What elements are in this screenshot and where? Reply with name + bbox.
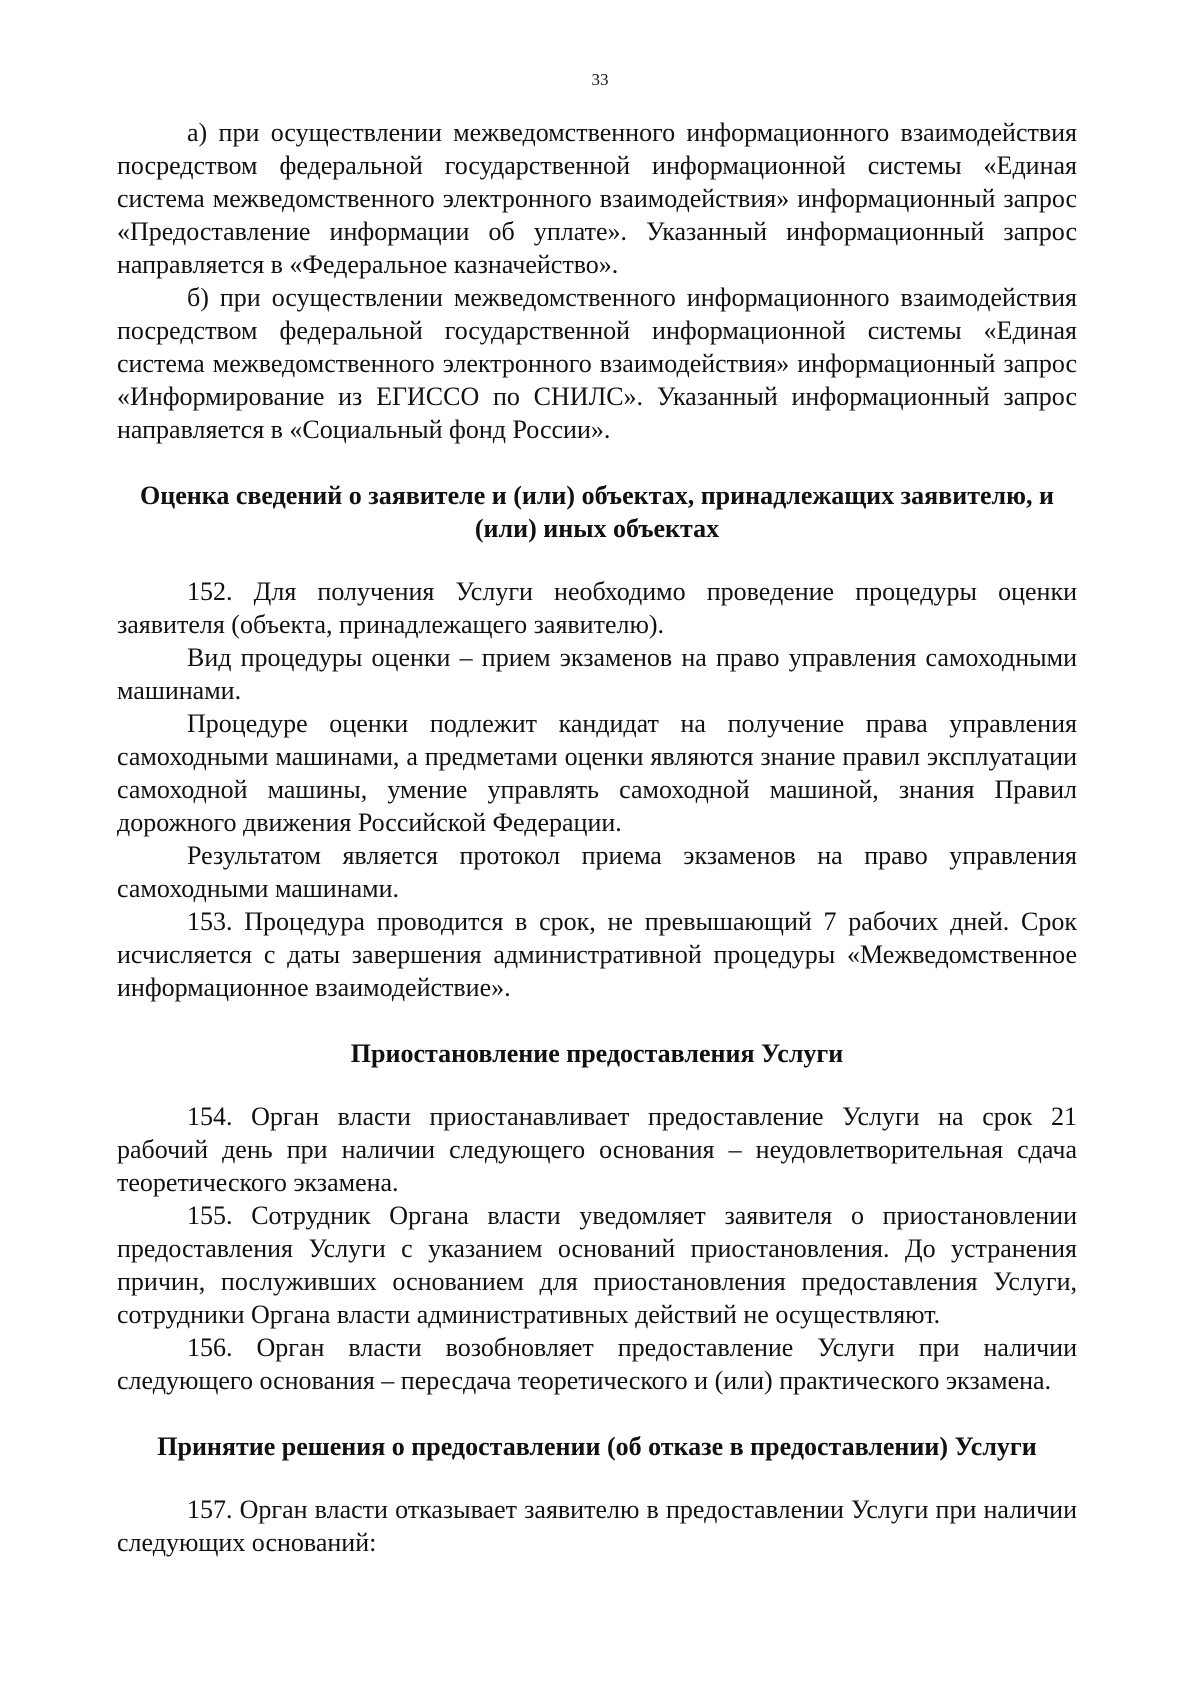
paragraph-154: 154. Орган власти приостанавливает предоставление Услуги на срок 21 рабочий день при наличии следующего основания – неудовлетворительная сдача теоретического экзамена. bbox=[117, 1102, 1077, 1197]
section-heading-suspension: Приостановление предоставления Услуги bbox=[350, 1039, 844, 1068]
paragraph-152: 152. Для получения Услуги необходимо проведение процедуры оценки заявителя (объекта, принадлежащего заявителю). bbox=[117, 577, 1077, 639]
paragraph-b: б) при осуществлении межведомственного информационного взаимодействия посредством федеральной государственной информационной системы «Единая система межведомственного электронного взаимодействия» информационный запрос «Информирование из ЕГИССО по СНИЛС». Указанный информационный запрос направляется в «Социальный фонд России». bbox=[117, 283, 1077, 444]
paragraph-155: 155. Сотрудник Органа власти уведомляет заявителя о приостановлении предоставления Услуги с указанием оснований приостановления. До устранения причин, послуживших основанием для приостановления предоставления Услуги, сотрудники Органа власти административных действий не осуществляют. bbox=[117, 1201, 1077, 1329]
paragraph-157: 157. Орган власти отказывает заявителю в предоставлении Услуги при наличии следующих оснований: bbox=[117, 1495, 1077, 1557]
paragraph-evaluation-type: Вид процедуры оценки – прием экзаменов на право управления самоходными машинами. bbox=[117, 643, 1077, 705]
paragraph-156: 156. Орган власти возобновляет предоставление Услуги при наличии следующего основания – пересдача теоретического и (или) практического экзамена. bbox=[117, 1333, 1077, 1395]
paragraph-evaluation-result: Результатом является протокол приема экзаменов на право управления самоходными машинами. bbox=[117, 841, 1077, 903]
section-heading-decision: Принятие решения о предоставлении (об отказе в предоставлении) Услуги bbox=[157, 1432, 1037, 1461]
paragraph-a: а) при осуществлении межведомственного информационного взаимодействия посредством федеральной государственной информационной системы «Единая система межведомственного электронного взаимодействия» информационный запрос «Предоставление информации об уплате». Указанный информационный запрос направляется в «Федеральное казначейство». bbox=[117, 118, 1077, 279]
paragraph-153: 153. Процедура проводится в срок, не превышающий 7 рабочих дней. Срок исчисляется с даты завершения административной процедуры «Межведомственное информационное взаимодействие». bbox=[117, 907, 1077, 1002]
page-number: 33 bbox=[591, 70, 609, 89]
document-body bbox=[117, 116, 1077, 1559]
section-heading-evaluation: Оценка сведений о заявителе и (или) объектах, принадлежащих заявителю, и (или) иных объектах bbox=[140, 481, 1054, 543]
paragraph-evaluation-subject: Процедуре оценки подлежит кандидат на получение права управления самоходными машинами, а предметами оценки являются знание правил эксплуатации самоходной машины, умение управлять самоходной машиной, знания Правил дорожного движения Российской Федерации. bbox=[117, 709, 1077, 837]
